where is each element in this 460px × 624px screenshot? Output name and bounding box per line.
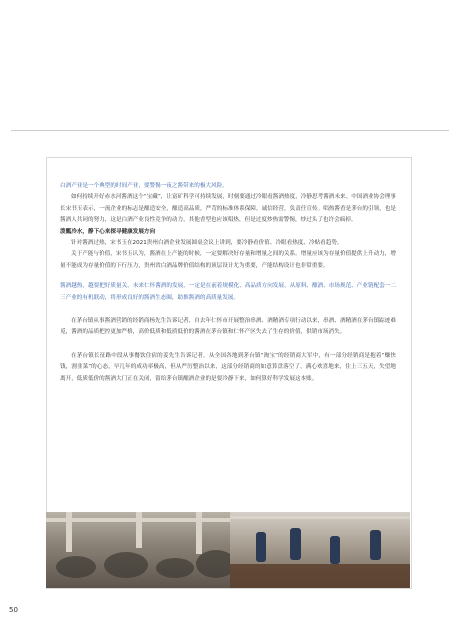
photo-strip	[46, 512, 410, 588]
paragraph-3: 关于产能与价值，宋书玉认为，酱酒在上产能的时候，一定要解决好存量和增量之间的关系。增量应该为存量价值提供上升动力，增量不能成为存量价值的下行压力，贵州省白酒品牌价值结构的顶层设计尤为重要，产能结构设计也非常重要。	[60, 251, 396, 269]
paragraph-2: 针对酱酒过热，宋书玉在2021贵州白酒企业发展圆桌会议上讲到，要冷静看价值、冷眼看热度、冷贴看趋势。	[71, 240, 343, 247]
section-heading: 泼瓢冷水，静下心来探寻健康发展方向	[60, 228, 156, 235]
header-divider	[11, 130, 449, 131]
workers-turning-grain-icon	[230, 512, 410, 588]
highlight-paragraph: 酱酒越热，越要把好质量关、未来仁怀酱酒的发展，一定是在前着规模化、高品质方向发展、从原料、酿酒、市场规范、产业链配套一二三产业的有机联动，将形成良好的酱酒生态圈，助推酱酒的高质量发展。	[60, 283, 396, 301]
paragraph-4: 在茅台镇从事酱酒营销的经销商杨先生告诉记者，自去年仁怀市开展整治串酒、酒精酒专项行动以来，串酒、酒精酒在茅台镇踪迹难觅，酱酒的品质把控更加严格，高价低质和低质低价的酱酒在茅台镇和仁怀产区失去了生存的价值，供销市场消失。	[60, 318, 396, 336]
distillery-vats-icon	[46, 512, 230, 588]
page-number: 50	[9, 606, 18, 614]
paragraph-5: 在茅台镇长征路中段从事餐饮住宿的姜先生告诉记者，从全国各地到茅台镇“淘宝”的经销商大军中，有一部分经销商是抱着“赚快钱，割韭菜”的心态，早几年的成功率极高，但从严厉整治以来，这部分经销商的如意算盘落空了，满心欢喜地来，住上三五天，失望地离开，低质低价的酱酒大门正在关闭，留给茅台镇酿酒企业的是要冷静下来，如何算好科学发展这本账。	[60, 352, 396, 382]
lead-paragraph: 白酒产业是一个典型的时间产业，要警惕一夜之酱带来的极大风险。	[60, 183, 228, 189]
paragraph-1: 如何持续开好赤水河酱酒这个“宝藏”，让富矿科学可持续发展，时刻要通过冷眼看酱酒热度，冷静思考酱酒未来。中国酒业协会理事长宋书玉表示，一流企业的标志是酿造安全，酿造高品质，严苛的标准体系保障，诚信经营，负责任宣传。唱热酱香是茅台的引领，也是酱酒人共同的努力，这是白酒产业良性竞争的动力，其他香型也应该唱热，但是过度炒热需警惕，炒过头了也许会疯掉。	[60, 194, 396, 224]
article-body	[60, 181, 396, 385]
